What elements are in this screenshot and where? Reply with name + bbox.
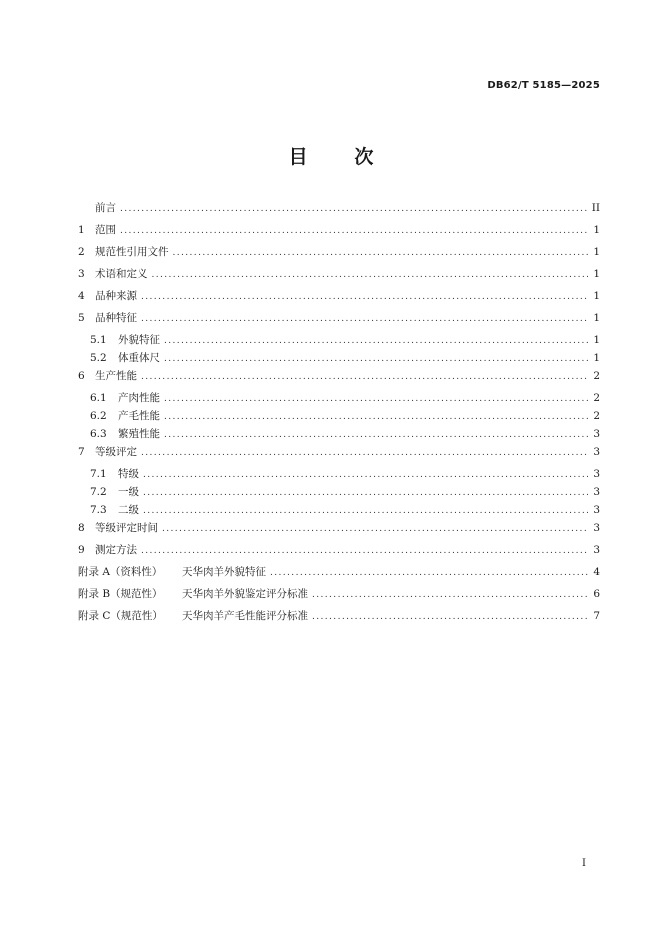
document-code: DB62/T 5185—2025 xyxy=(487,80,600,91)
toc-entry-label: 外貌特征 xyxy=(118,334,160,346)
toc-entry-number: 7.2 xyxy=(90,486,107,498)
dot-leader xyxy=(141,445,588,461)
page-number: I xyxy=(582,858,586,869)
toc-entry-number: 9 xyxy=(78,544,85,556)
toc-entry-label: 产毛性能 xyxy=(118,410,160,422)
toc-entry[interactable] xyxy=(78,266,600,288)
toc-entry-page: 1 xyxy=(593,290,600,302)
toc-entry[interactable] xyxy=(78,466,600,484)
toc-entry-page: 1 xyxy=(593,246,600,258)
dot-leader xyxy=(120,201,588,217)
toc-entry-number: 5.2 xyxy=(90,352,107,364)
toc-entry[interactable] xyxy=(78,408,600,426)
toc-entry[interactable] xyxy=(78,484,600,502)
toc-entry-page: 3 xyxy=(593,504,600,516)
toc-entry-page: 3 xyxy=(593,446,600,458)
toc-entry-page: 6 xyxy=(593,588,600,600)
toc-entry[interactable] xyxy=(78,426,600,444)
dot-leader xyxy=(141,543,588,559)
toc-entry[interactable] xyxy=(78,222,600,244)
toc-entry-label: 天华肉羊产毛性能评分标准 xyxy=(182,610,308,622)
toc-entry[interactable] xyxy=(78,244,600,266)
toc-entry-number: 6.1 xyxy=(90,392,107,404)
toc-entry-number: 1 xyxy=(78,224,85,236)
title-char-2: 次 xyxy=(354,146,374,168)
toc-entry-number: 6.3 xyxy=(90,428,107,440)
toc-entry-number: 6 xyxy=(78,370,85,382)
toc-entry[interactable] xyxy=(78,288,600,310)
toc-entry-page: 1 xyxy=(593,334,600,346)
toc-entry-number: 3 xyxy=(78,268,85,280)
toc-entry-page: II xyxy=(591,202,600,214)
toc-entry-number: 7 xyxy=(78,446,85,458)
toc-entry-page: 1 xyxy=(593,312,600,324)
toc-entry-label: 一级 xyxy=(118,486,139,498)
toc-entry-label: 测定方法 xyxy=(95,544,137,556)
toc-entry-label: 天华肉羊外貌特征 xyxy=(182,566,266,578)
toc-entry[interactable] xyxy=(78,350,600,368)
toc-entry-label: 等级评定 xyxy=(95,446,137,458)
toc-entry[interactable] xyxy=(78,608,600,630)
toc-entry-label: 品种特征 xyxy=(95,312,137,324)
toc-entry-number: 2 xyxy=(78,246,85,258)
dot-leader xyxy=(152,267,589,283)
toc-entry-label: 天华肉羊外貌鉴定评分标准 xyxy=(182,588,308,600)
toc-entry-page: 1 xyxy=(593,268,600,280)
toc-entry[interactable] xyxy=(78,520,600,542)
page-title xyxy=(0,142,662,169)
toc-entry-page: 2 xyxy=(593,392,600,404)
toc-entry-page: 3 xyxy=(593,544,600,556)
toc-entry-number: 附录 A（资料性） xyxy=(78,566,163,578)
toc-entry[interactable] xyxy=(78,200,600,222)
dot-leader xyxy=(270,565,588,581)
toc-entry-page: 3 xyxy=(593,468,600,480)
toc-entry-number: 7.3 xyxy=(90,504,107,516)
toc-entry-page: 3 xyxy=(593,522,600,534)
dot-leader xyxy=(141,311,588,327)
toc-entry-label: 繁殖性能 xyxy=(118,428,160,440)
toc-entry-label: 前言 xyxy=(95,202,116,214)
dot-leader xyxy=(173,245,589,261)
toc-entry[interactable] xyxy=(78,332,600,350)
title-char-1: 目 xyxy=(288,146,308,168)
toc-entry-page: 3 xyxy=(593,486,600,498)
toc-entry-label: 体重体尺 xyxy=(118,352,160,364)
toc-entry-number: 5.1 xyxy=(90,334,107,346)
dot-leader xyxy=(164,391,588,407)
toc-entry-number: 8 xyxy=(78,522,85,534)
dot-leader xyxy=(164,409,588,425)
dot-leader xyxy=(162,521,588,537)
dot-leader xyxy=(120,223,588,239)
toc-entry[interactable] xyxy=(78,390,600,408)
toc-entry-number: 附录 C（规范性） xyxy=(78,610,163,622)
toc-entry-page: 3 xyxy=(593,428,600,440)
toc-entry-label: 术语和定义 xyxy=(95,268,148,280)
toc-entry-page: 7 xyxy=(593,610,600,622)
dot-leader xyxy=(141,289,588,305)
toc-entry-page: 2 xyxy=(593,370,600,382)
toc-entry-page: 1 xyxy=(593,224,600,236)
toc-entry-label: 生产性能 xyxy=(95,370,137,382)
toc-entry-label: 等级评定时间 xyxy=(95,522,158,534)
dot-leader xyxy=(312,609,588,625)
dot-leader xyxy=(143,485,588,501)
dot-leader xyxy=(141,369,588,385)
toc-entry[interactable] xyxy=(78,542,600,564)
toc-entry-page: 4 xyxy=(593,566,600,578)
dot-leader xyxy=(164,351,588,367)
toc-entry[interactable] xyxy=(78,444,600,466)
toc-entry[interactable] xyxy=(78,586,600,608)
dot-leader xyxy=(312,587,588,603)
toc-entry-label: 产肉性能 xyxy=(118,392,160,404)
toc-entry[interactable] xyxy=(78,502,600,520)
toc-entry[interactable] xyxy=(78,310,600,332)
table-of-contents xyxy=(78,200,600,630)
toc-entry-number: 附录 B（规范性） xyxy=(78,588,163,600)
toc-entry-label: 特级 xyxy=(118,468,139,480)
dot-leader xyxy=(164,333,588,349)
toc-entry-page: 1 xyxy=(593,352,600,364)
toc-entry-label: 品种来源 xyxy=(95,290,137,302)
toc-entry-label: 二级 xyxy=(118,504,139,516)
dot-leader xyxy=(143,503,588,519)
toc-entry-number: 5 xyxy=(78,312,85,324)
dot-leader xyxy=(143,467,588,483)
toc-entry-number: 4 xyxy=(78,290,85,302)
toc-entry-number: 7.1 xyxy=(90,468,107,480)
toc-entry-label: 范围 xyxy=(95,224,116,236)
toc-entry-number: 6.2 xyxy=(90,410,107,422)
dot-leader xyxy=(164,427,588,443)
toc-entry-label: 规范性引用文件 xyxy=(95,246,169,258)
toc-entry[interactable] xyxy=(78,564,600,586)
toc-entry-page: 2 xyxy=(593,410,600,422)
toc-entry[interactable] xyxy=(78,368,600,390)
